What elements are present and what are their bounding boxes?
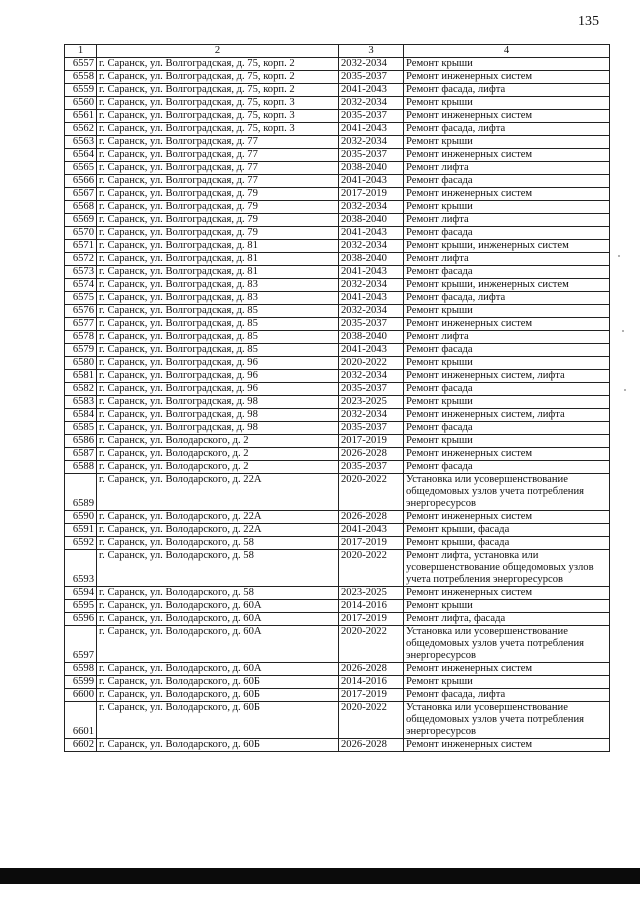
row-number: 6560 — [65, 97, 97, 110]
address-cell: г. Саранск, ул. Волгоградская, д. 75, корп. 3 — [97, 123, 339, 136]
table-row — [65, 702, 610, 739]
row-number: 6582 — [65, 383, 97, 396]
period-cell: 2032-2034 — [339, 201, 404, 214]
row-number: 6586 — [65, 435, 97, 448]
table-row — [65, 739, 610, 752]
table-row — [65, 201, 610, 214]
table-row — [65, 461, 610, 474]
period-cell: 2032-2034 — [339, 370, 404, 383]
table-row — [65, 97, 610, 110]
period-cell: 2026-2028 — [339, 511, 404, 524]
period-cell: 2017-2019 — [339, 613, 404, 626]
address-cell: г. Саранск, ул. Волгоградская, д. 75, корп. 2 — [97, 84, 339, 97]
period-cell: 2035-2037 — [339, 110, 404, 123]
table-row — [65, 550, 610, 587]
work-type-cell: Ремонт лифта, фасада — [404, 613, 610, 626]
address-cell: г. Саранск, ул. Волгоградская, д. 83 — [97, 292, 339, 305]
row-number: 6599 — [65, 676, 97, 689]
period-cell: 2041-2043 — [339, 175, 404, 188]
work-type-cell: Ремонт фасада, лифта — [404, 689, 610, 702]
repair-schedule-table — [64, 44, 610, 752]
row-number: 6572 — [65, 253, 97, 266]
period-cell: 2026-2028 — [339, 663, 404, 676]
row-number: 6564 — [65, 149, 97, 162]
period-cell: 2023-2025 — [339, 396, 404, 409]
row-number: 6591 — [65, 524, 97, 537]
address-cell: г. Саранск, ул. Володарского, д. 60Б — [97, 689, 339, 702]
period-cell: 2041-2043 — [339, 266, 404, 279]
table-header — [65, 45, 610, 58]
work-type-cell: Ремонт фасада, лифта — [404, 123, 610, 136]
period-cell: 2032-2034 — [339, 136, 404, 149]
row-number: 6573 — [65, 266, 97, 279]
period-cell: 2038-2040 — [339, 331, 404, 344]
period-cell: 2020-2022 — [339, 550, 404, 587]
address-cell: г. Саранск, ул. Волгоградская, д. 96 — [97, 357, 339, 370]
work-type-cell: Ремонт крыши — [404, 676, 610, 689]
address-cell: г. Саранск, ул. Волгоградская, д. 81 — [97, 266, 339, 279]
table-row — [65, 253, 610, 266]
table-row — [65, 175, 610, 188]
address-cell: г. Саранск, ул. Володарского, д. 2 — [97, 461, 339, 474]
table-row — [65, 409, 610, 422]
table-row — [65, 279, 610, 292]
address-cell: г. Саранск, ул. Волгоградская, д. 83 — [97, 279, 339, 292]
work-type-cell: Ремонт фасада — [404, 227, 610, 240]
row-number: 6576 — [65, 305, 97, 318]
period-cell: 2035-2037 — [339, 149, 404, 162]
period-cell: 2014-2016 — [339, 676, 404, 689]
period-cell: 2032-2034 — [339, 58, 404, 71]
table-row — [65, 344, 610, 357]
address-cell: г. Саранск, ул. Волгоградская, д. 75, корп. 3 — [97, 97, 339, 110]
work-type-cell: Ремонт крыши — [404, 435, 610, 448]
period-cell: 2017-2019 — [339, 537, 404, 550]
period-cell: 2041-2043 — [339, 524, 404, 537]
work-type-cell: Ремонт лифта — [404, 253, 610, 266]
address-cell: г. Саранск, ул. Володарского, д. 60А — [97, 626, 339, 663]
table-row — [65, 331, 610, 344]
scan-edge-bar — [0, 868, 640, 884]
table-body — [65, 58, 610, 752]
address-cell: г. Саранск, ул. Волгоградская, д. 75, корп. 2 — [97, 71, 339, 84]
row-number: 6598 — [65, 663, 97, 676]
table-row — [65, 613, 610, 626]
address-cell: г. Саранск, ул. Волгоградская, д. 77 — [97, 175, 339, 188]
work-type-cell: Ремонт фасада, лифта — [404, 84, 610, 97]
table-row — [65, 537, 610, 550]
table-row — [65, 676, 610, 689]
table-row — [65, 240, 610, 253]
work-type-cell: Ремонт инженерных систем — [404, 663, 610, 676]
address-cell: г. Саранск, ул. Володарского, д. 60А — [97, 663, 339, 676]
work-type-cell: Ремонт инженерных систем — [404, 587, 610, 600]
period-cell: 2017-2019 — [339, 689, 404, 702]
work-type-cell: Ремонт крыши — [404, 357, 610, 370]
table-row — [65, 600, 610, 613]
address-cell: г. Саранск, ул. Волгоградская, д. 85 — [97, 331, 339, 344]
table-row — [65, 214, 610, 227]
period-cell: 2032-2034 — [339, 409, 404, 422]
row-number: 6569 — [65, 214, 97, 227]
row-number: 6557 — [65, 58, 97, 71]
table-row — [65, 524, 610, 537]
table-row — [65, 305, 610, 318]
table-row — [65, 292, 610, 305]
work-type-cell: Ремонт инженерных систем, лифта — [404, 370, 610, 383]
address-cell: г. Саранск, ул. Володарского, д. 58 — [97, 537, 339, 550]
table-row — [65, 448, 610, 461]
work-type-cell: Ремонт крыши — [404, 97, 610, 110]
row-number: 6575 — [65, 292, 97, 305]
period-cell: 2038-2040 — [339, 162, 404, 175]
address-cell: г. Саранск, ул. Володарского, д. 2 — [97, 435, 339, 448]
work-type-cell: Ремонт лифта — [404, 214, 610, 227]
work-type-cell: Ремонт крыши, инженерных систем — [404, 240, 610, 253]
address-cell: г. Саранск, ул. Володарского, д. 58 — [97, 550, 339, 587]
address-cell: г. Саранск, ул. Волгоградская, д. 98 — [97, 422, 339, 435]
row-number: 6571 — [65, 240, 97, 253]
table-row — [65, 110, 610, 123]
period-cell: 2041-2043 — [339, 227, 404, 240]
table-row — [65, 58, 610, 71]
period-cell: 2041-2043 — [339, 292, 404, 305]
row-number: 6579 — [65, 344, 97, 357]
work-type-cell: Ремонт фасада — [404, 422, 610, 435]
table-row — [65, 357, 610, 370]
row-number: 6578 — [65, 331, 97, 344]
address-cell: г. Саранск, ул. Волгоградская, д. 81 — [97, 253, 339, 266]
address-cell: г. Саранск, ул. Волгоградская, д. 96 — [97, 383, 339, 396]
row-number: 6568 — [65, 201, 97, 214]
work-type-cell: Ремонт крыши — [404, 600, 610, 613]
address-cell: г. Саранск, ул. Володарского, д. 60Б — [97, 676, 339, 689]
period-cell: 2032-2034 — [339, 279, 404, 292]
address-cell: г. Саранск, ул. Волгоградская, д. 79 — [97, 188, 339, 201]
work-type-cell: Ремонт крыши, фасада — [404, 524, 610, 537]
row-number: 6596 — [65, 613, 97, 626]
table-row — [65, 84, 610, 97]
table-row — [65, 663, 610, 676]
row-number: 6562 — [65, 123, 97, 136]
table-row — [65, 511, 610, 524]
row-number: 6600 — [65, 689, 97, 702]
address-cell: г. Саранск, ул. Волгоградская, д. 79 — [97, 214, 339, 227]
row-number: 6577 — [65, 318, 97, 331]
period-cell: 2035-2037 — [339, 71, 404, 84]
period-cell: 2026-2028 — [339, 739, 404, 752]
period-cell: 2020-2022 — [339, 702, 404, 739]
column-header-4: 4 — [404, 45, 610, 58]
row-number: 6584 — [65, 409, 97, 422]
table-row — [65, 227, 610, 240]
address-cell: г. Саранск, ул. Волгоградская, д. 77 — [97, 162, 339, 175]
work-type-cell: Ремонт фасада — [404, 175, 610, 188]
work-type-cell: Ремонт крыши — [404, 201, 610, 214]
address-cell: г. Саранск, ул. Волгоградская, д. 79 — [97, 201, 339, 214]
period-cell: 2038-2040 — [339, 214, 404, 227]
address-cell: г. Саранск, ул. Волгоградская, д. 75, корп. 3 — [97, 110, 339, 123]
work-type-cell: Ремонт инженерных систем — [404, 448, 610, 461]
address-cell: г. Саранск, ул. Володарского, д. 60Б — [97, 702, 339, 739]
table-row — [65, 422, 610, 435]
work-type-cell: Ремонт лифта — [404, 162, 610, 175]
row-number: 6590 — [65, 511, 97, 524]
row-number: 6588 — [65, 461, 97, 474]
work-type-cell: Ремонт фасада — [404, 344, 610, 357]
row-number: 6583 — [65, 396, 97, 409]
address-cell: г. Саранск, ул. Волгоградская, д. 98 — [97, 409, 339, 422]
column-header-1: 1 — [65, 45, 97, 58]
work-type-cell: Ремонт инженерных систем — [404, 149, 610, 162]
address-cell: г. Саранск, ул. Володарского, д. 22А — [97, 524, 339, 537]
row-number: 6580 — [65, 357, 97, 370]
table-row — [65, 587, 610, 600]
scan-speck — [622, 330, 624, 332]
work-type-cell: Ремонт лифта, установка или усовершенствование общедомовых узлов учета потребления энергоресурсов — [404, 550, 610, 587]
period-cell: 2041-2043 — [339, 123, 404, 136]
period-cell: 2035-2037 — [339, 318, 404, 331]
address-cell: г. Саранск, ул. Володарского, д. 60А — [97, 613, 339, 626]
address-cell: г. Саранск, ул. Волгоградская, д. 85 — [97, 305, 339, 318]
period-cell: 2020-2022 — [339, 357, 404, 370]
page-number: 135 — [578, 14, 599, 29]
address-cell: г. Саранск, ул. Волгоградская, д. 85 — [97, 344, 339, 357]
table-row — [65, 474, 610, 511]
address-cell: г. Саранск, ул. Володарского, д. 22А — [97, 474, 339, 511]
table-row — [65, 162, 610, 175]
row-number: 6574 — [65, 279, 97, 292]
header-row — [65, 45, 610, 58]
address-cell: г. Саранск, ул. Володарского, д. 2 — [97, 448, 339, 461]
work-type-cell: Ремонт крыши — [404, 396, 610, 409]
row-number: 6559 — [65, 84, 97, 97]
scan-speck — [624, 389, 626, 391]
work-type-cell: Ремонт крыши, фасада — [404, 537, 610, 550]
period-cell: 2020-2022 — [339, 474, 404, 511]
period-cell: 2041-2043 — [339, 344, 404, 357]
row-number: 6589 — [65, 474, 97, 511]
period-cell: 2035-2037 — [339, 383, 404, 396]
table-row — [65, 383, 610, 396]
row-number: 6565 — [65, 162, 97, 175]
period-cell: 2017-2019 — [339, 435, 404, 448]
work-type-cell: Ремонт крыши — [404, 305, 610, 318]
address-cell: г. Саранск, ул. Волгоградская, д. 96 — [97, 370, 339, 383]
row-number: 6595 — [65, 600, 97, 613]
address-cell: г. Саранск, ул. Волгоградская, д. 77 — [97, 149, 339, 162]
address-cell: г. Саранск, ул. Володарского, д. 22А — [97, 511, 339, 524]
column-header-3: 3 — [339, 45, 404, 58]
row-number: 6581 — [65, 370, 97, 383]
row-number: 6567 — [65, 188, 97, 201]
work-type-cell: Установка или усовершенствование общедомовых узлов учета потребления энергоресурсов — [404, 702, 610, 739]
table-row — [65, 71, 610, 84]
row-number: 6561 — [65, 110, 97, 123]
work-type-cell: Ремонт инженерных систем — [404, 318, 610, 331]
work-type-cell: Ремонт инженерных систем — [404, 110, 610, 123]
work-type-cell: Ремонт фасада — [404, 461, 610, 474]
period-cell: 2026-2028 — [339, 448, 404, 461]
period-cell: 2020-2022 — [339, 626, 404, 663]
address-cell: г. Саранск, ул. Волгоградская, д. 77 — [97, 136, 339, 149]
work-type-cell: Ремонт фасада — [404, 383, 610, 396]
row-number: 6593 — [65, 550, 97, 587]
period-cell: 2041-2043 — [339, 84, 404, 97]
work-type-cell: Ремонт крыши, инженерных систем — [404, 279, 610, 292]
table-row — [65, 149, 610, 162]
period-cell: 2032-2034 — [339, 305, 404, 318]
table-row — [65, 370, 610, 383]
work-type-cell: Ремонт крыши — [404, 136, 610, 149]
work-type-cell: Установка или усовершенствование общедомовых узлов учета потребления энергоресурсов — [404, 626, 610, 663]
row-number: 6585 — [65, 422, 97, 435]
work-type-cell: Ремонт фасада, лифта — [404, 292, 610, 305]
work-type-cell: Ремонт инженерных систем — [404, 71, 610, 84]
address-cell: г. Саранск, ул. Волгоградская, д. 75, корп. 2 — [97, 58, 339, 71]
table-row — [65, 396, 610, 409]
address-cell: г. Саранск, ул. Волгоградская, д. 81 — [97, 240, 339, 253]
row-number: 6563 — [65, 136, 97, 149]
address-cell: г. Саранск, ул. Володарского, д. 60Б — [97, 739, 339, 752]
work-type-cell: Ремонт инженерных систем, лифта — [404, 409, 610, 422]
work-type-cell: Ремонт инженерных систем — [404, 188, 610, 201]
work-type-cell: Ремонт крыши — [404, 58, 610, 71]
table-row — [65, 188, 610, 201]
row-number: 6592 — [65, 537, 97, 550]
table-row — [65, 318, 610, 331]
row-number: 6601 — [65, 702, 97, 739]
row-number: 6602 — [65, 739, 97, 752]
period-cell: 2023-2025 — [339, 587, 404, 600]
period-cell: 2032-2034 — [339, 97, 404, 110]
work-type-cell: Ремонт инженерных систем — [404, 511, 610, 524]
row-number: 6597 — [65, 626, 97, 663]
row-number: 6587 — [65, 448, 97, 461]
period-cell: 2032-2034 — [339, 240, 404, 253]
row-number: 6570 — [65, 227, 97, 240]
work-type-cell: Ремонт инженерных систем — [404, 739, 610, 752]
row-number: 6594 — [65, 587, 97, 600]
work-type-cell: Ремонт лифта — [404, 331, 610, 344]
row-number: 6566 — [65, 175, 97, 188]
period-cell: 2017-2019 — [339, 188, 404, 201]
period-cell: 2038-2040 — [339, 253, 404, 266]
table-row — [65, 689, 610, 702]
table-row — [65, 136, 610, 149]
address-cell: г. Саранск, ул. Волгоградская, д. 79 — [97, 227, 339, 240]
work-type-cell: Ремонт фасада — [404, 266, 610, 279]
period-cell: 2014-2016 — [339, 600, 404, 613]
column-header-2: 2 — [97, 45, 339, 58]
period-cell: 2035-2037 — [339, 461, 404, 474]
work-type-cell: Установка или усовершенствование общедомовых узлов учета потребления энергоресурсов — [404, 474, 610, 511]
address-cell: г. Саранск, ул. Волгоградская, д. 98 — [97, 396, 339, 409]
scan-speck — [618, 255, 620, 257]
address-cell: г. Саранск, ул. Володарского, д. 60А — [97, 600, 339, 613]
table-row — [65, 435, 610, 448]
table-row — [65, 626, 610, 663]
period-cell: 2035-2037 — [339, 422, 404, 435]
address-cell: г. Саранск, ул. Волгоградская, д. 85 — [97, 318, 339, 331]
row-number: 6558 — [65, 71, 97, 84]
address-cell: г. Саранск, ул. Володарского, д. 58 — [97, 587, 339, 600]
table-row — [65, 123, 610, 136]
table-row — [65, 266, 610, 279]
